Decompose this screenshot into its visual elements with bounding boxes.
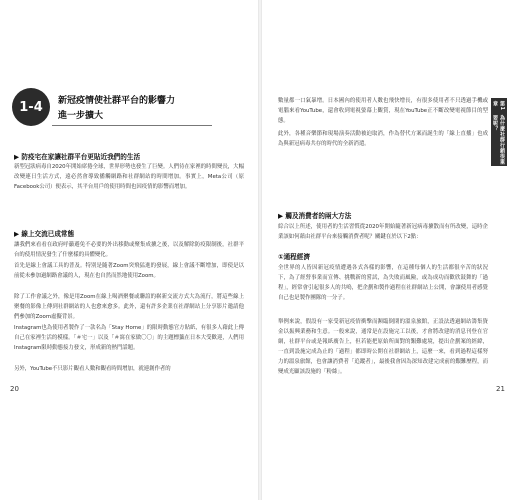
left-page (0, 0, 258, 500)
page-number-left: 20 (10, 385, 19, 393)
paragraph: 除了工作會議之外，像是用Zoom在線上喝酒聚餐或聯誼的嶄新交流方式大為流行，將這些線上聚餐的影像上傳到社群網站的人也愈來愈多。此外，還有許多企業在社群網站上分享影片邀請他們參加的Zoom虛擬背景。 (14, 294, 244, 320)
paragraph: 讓我們來看看在政府呼籲避免不必要的外出移動或聚集成擴之後，以及解除防疫限制後，社群平台的使用情況發生了什麼樣的具體變化。 (14, 242, 244, 258)
page-number-right: 21 (496, 385, 505, 393)
paragraph: 首先是線上會議工具的普及。特別是隨著Zoom突飛猛進的發展，線上會議不斷增加，即使是以前從未參加過網路會議的人，現在也自然而然地使用Zoom。 (14, 263, 244, 279)
chapter-underline (52, 125, 212, 126)
chapter-title-line2: 進一步擴大 (58, 111, 104, 121)
paragraph: 綜合以上所述，使用者的生活習慣從2020年開始隨著新冠病毒擴散而有所改變，這時企業該如何藉由社群平台來接觸消費者呢？關鍵在於以下2點： (278, 224, 488, 240)
section-heading-online: ▶ 線上交流已成常態 (14, 230, 75, 238)
right-page (262, 0, 520, 500)
subsection-heading-process-economy: ①通程經濟 (278, 253, 310, 261)
side-tab-label: 為什麼社群行銷很重要呢？ (492, 115, 505, 165)
paragraph: 另外，YouTube不只影片觀看人數和觀看時間增加，就連創作者的 (14, 366, 171, 372)
paragraph: 舉例來說，假設有一家受新冠疫情衝擊而瀕臨倒閉的溫泉旅館，正設法透過網站籌集資金以振興業務和生意。一般來說，通常是在設施完工以後，才會將改建的消息刊登在官網，社群平台或是報紙廣告上，但若能把原始所面對的艱難處境，提出企劃案的經緯，一直到設施完成為止的「過程」都即時公開在社群網站上，這麼一來，看到過程這樣努力的溫泉旅館，也會讓消費者「追蹤者」，最後我會因為深知改建完成前的艱難歷程，而變成光顧該設施的「粉絲」。 (278, 319, 488, 375)
side-tab-chapter: 第1章 (492, 101, 505, 111)
section-heading-two-methods: ▶ 觸及消費者的兩大方法 (278, 212, 352, 220)
section-heading-stay-home: ▶ 防疫宅在家讓社群平台更貼近我們的生活 (14, 153, 141, 161)
paragraph: 全世界的人皆因新冠疫情遭遇各式各樣的影響，在這種每個人的生活都很辛苦的狀況下，為了經營事業而宣傳、挑戰新的嘗試，為失敗而風險，或為成功而歡欣鼓舞的「過程」，經常會引起很多人的共鳴，把企劃和製作過程在社群網站上公開，會讓使用者感覺自己也是製作團隊的一分子。 (278, 265, 488, 301)
chapter-number-badge: 1-4 (12, 88, 50, 126)
paragraph: 數量都一口氣暴增。日本國內的使用者人數也飛快增長，有很多使用者不只透過手機或電腦來看YouTube，還會收到電視螢幕上觀賞，現在YouTube正不斷改變電視節目的型態。 (278, 98, 488, 124)
paragraph: Instagram也為使用者製作了一款名為「Stay Home」的限時動態官方貼紙，有很多人藉此上傳自己在家裡生活的模樣。「＃宅一」以及「＃窩在家做〇〇」的主題標籤在日本大受歡迎，人們用Instagram限時動態接力發文，形成新的熱門話題。 (14, 325, 244, 351)
paragraph: 此外，各種音樂節和現場演奏活動被迫取消，作為替代方案而誕生的「線上直播」也成為與新冠病毒共存的時代的全新消遣。 (278, 131, 488, 147)
chapter-heading (12, 88, 202, 126)
paragraph: 新型冠狀病毒自2020年開始席捲全球，世界形勢也發生了巨變。人們待在家裡的時間變長，大幅改變連日生活方式，遠必然會導致播觸網路和社群網站的時間增加。事實上，Meta公司（原Facebook公司）便表示，其平台用戶的使用時間也因疫情的影響而增加。 (14, 164, 244, 190)
chapter-title-line1: 新冠疫情使社群平台的影響力 (58, 96, 176, 106)
chapter-side-tab (491, 98, 507, 166)
